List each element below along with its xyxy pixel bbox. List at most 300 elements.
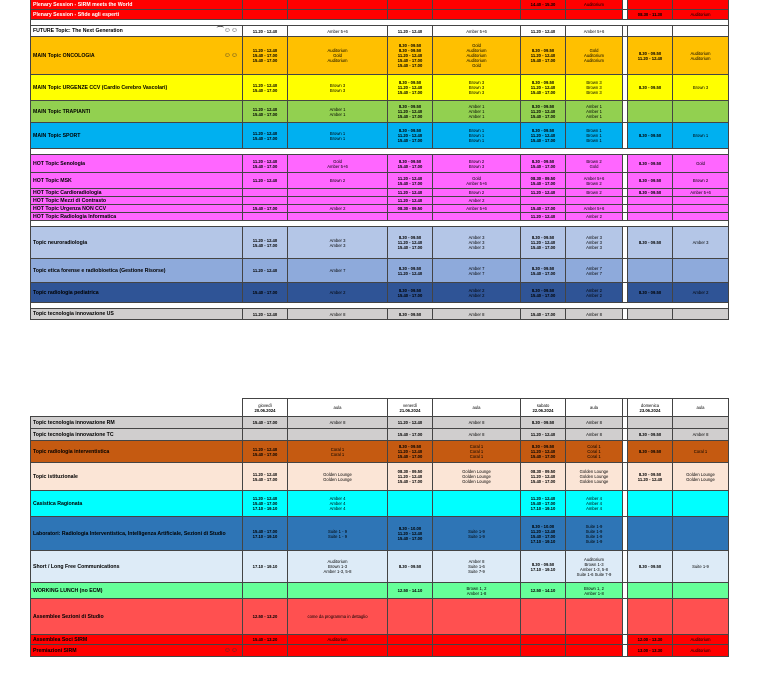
session-room-cell	[673, 491, 729, 517]
session-time-cell: 11.20 - 12.40	[521, 189, 566, 197]
topic-label-text: Topic tecnologia innovazione RM	[33, 419, 115, 426]
rainbow-people-icon: ⌒☺☺	[216, 27, 238, 34]
session-time-cell: 8.30 - 09.50 11.20 - 12.40 15.40 - 17.00	[521, 441, 566, 463]
session-time-cell: 8.30 - 09.50 15.40 - 17.00	[388, 155, 433, 173]
session-room-cell: Coral 1 Coral 1 Coral 1	[566, 441, 623, 463]
session-room-cell: Brown 1, 2 Amber 1-8	[433, 583, 521, 599]
session-time-cell	[628, 417, 673, 429]
topic-label	[31, 645, 243, 657]
session-time-cell: 11.20 - 12.40	[388, 417, 433, 429]
session-time-cell	[628, 101, 673, 123]
session-room-cell: Amber 3	[673, 227, 729, 259]
session-time-cell: 15.40 - 17.00	[243, 417, 288, 429]
session-room-cell: Amber 8	[433, 429, 521, 441]
topic-schedule-table-bottom	[30, 398, 729, 657]
session-time-cell	[388, 491, 433, 517]
topic-label-text: Assemblea Soci SIRM	[33, 636, 88, 643]
session-time-cell: 17.10 - 19.10	[243, 551, 288, 583]
session-time-cell	[243, 0, 288, 10]
topic-label	[31, 463, 243, 491]
session-room-cell	[433, 635, 521, 645]
day-date: 23.06.2024	[639, 407, 661, 413]
topic-label-text: MAIN Topic TRAPIANTI	[33, 108, 91, 115]
day-date: 20.06.2024	[254, 407, 276, 413]
topic-label	[31, 10, 243, 20]
topic-label-text: Laboratori: Radiologia Interventistica, Intelligenza Artificiale, Sezioni di Studio	[33, 530, 226, 537]
topic-label-text: MAIN Topic URGENZE CCV (Cardio Cerebro Vascolari)	[33, 84, 168, 91]
session-time-cell: 8.30 - 09.50	[628, 441, 673, 463]
session-room-cell	[673, 205, 729, 213]
topic-label-text: Short / Long Free Communications	[33, 563, 120, 570]
topic-label-text: Topic istituzionale	[33, 473, 78, 480]
session-room-cell: Amber 2 Amber 2	[433, 283, 521, 303]
session-time-cell: 8.30 - 09.50	[628, 551, 673, 583]
session-time-cell: 8.30 - 09.50 15.40 - 17.00	[521, 259, 566, 283]
session-time-cell	[521, 635, 566, 645]
session-room-cell	[673, 26, 729, 37]
session-room-cell: Golden Lounge Golden Lounge Golden Lounge	[433, 463, 521, 491]
people-icon: ☺☺	[223, 646, 238, 654]
topic-label	[31, 189, 243, 197]
topic-label-text: Topic tecnologia innovazione TC	[33, 431, 114, 438]
topic-row-sport	[31, 123, 729, 149]
session-time-cell: 8.30 - 09.50 11.20 - 12.40 15.40 - 17.00	[388, 75, 433, 101]
session-room-cell: Auditorium Brown 1-3 Amber 1-3, 5-8 Suite 1-6 Suite 7-9	[566, 551, 623, 583]
topic-row-innovazione-tc	[31, 429, 729, 441]
topic-label-text: Premiazioni SIRM	[33, 647, 77, 654]
session-room-cell: Golden Lounge Golden Lounge	[673, 463, 729, 491]
session-time-cell: 8.30 - 09.50	[628, 189, 673, 197]
topic-label-text: Assemblee Sezioni di Studio	[33, 613, 104, 620]
session-time-cell: 8.30 - 09.50 11.20 - 12.40	[388, 259, 433, 283]
session-time-cell: 8.30 - 09.50	[388, 551, 433, 583]
session-room-cell: Amber 8	[566, 429, 623, 441]
session-time-cell: 8.30 - 09.50	[628, 173, 673, 189]
session-time-cell: 8.30 - 09.50	[628, 155, 673, 173]
session-room-cell: Amber 7	[288, 259, 388, 283]
topic-label-text: WORKING LUNCH (no ECM)	[33, 587, 103, 594]
topic-label-text: HOT Topic Mezzi di Contrasto	[33, 197, 107, 204]
topic-row-urgenze-ccv	[31, 75, 729, 101]
session-time-cell: 15.40 - 17.00	[388, 429, 433, 441]
session-room-cell: Amber 5+6	[566, 26, 623, 37]
session-room-cell: Coral 1 Coral 1	[288, 441, 388, 463]
session-time-cell	[243, 429, 288, 441]
session-time-cell: 8.30 - 09.50 11.20 - 12.40 15.40 - 17.00	[388, 101, 433, 123]
session-time-cell	[243, 10, 288, 20]
session-time-cell: 11.20 - 12.40	[521, 429, 566, 441]
session-room-cell	[288, 429, 388, 441]
session-room-cell	[673, 599, 729, 635]
topic-row-short-long	[31, 551, 729, 583]
topic-label-text: HOT Topic Urgenza NON CCV	[33, 205, 107, 212]
day-header-row	[31, 399, 729, 417]
topic-label	[31, 599, 243, 635]
session-time-cell	[243, 189, 288, 197]
session-room-cell: Amber 5+6	[673, 189, 729, 197]
session-room-cell: Amber 8	[433, 309, 521, 320]
session-time-cell: 11.20 - 12.40 15.40 - 17.00 17.10 - 19.10	[243, 491, 288, 517]
session-room-cell: Amber 2	[566, 213, 623, 221]
session-time-cell: 11.20 - 12.40	[243, 173, 288, 189]
day-date: 22.06.2024	[532, 407, 554, 413]
session-time-cell: 8.30 - 09.50 11.20 - 12.40 15.40 - 17.00	[521, 101, 566, 123]
topic-row-plenary-2	[31, 0, 729, 10]
session-time-cell	[243, 645, 288, 657]
session-time-cell: 11.20 - 12.40 15.40 - 17.00	[243, 441, 288, 463]
topic-label	[31, 583, 243, 599]
topic-label-text: Topic etica forense e radiobioetica (Gestione Risorse)	[33, 267, 166, 274]
topic-row-etica-forense	[31, 259, 729, 283]
topic-label	[31, 205, 243, 213]
topic-label	[31, 0, 243, 10]
topic-row-innovazione-us	[31, 309, 729, 320]
session-time-cell: 8.30 - 09.50	[628, 227, 673, 259]
topic-label	[31, 551, 243, 583]
topic-row-neuroradiologia	[31, 227, 729, 259]
session-room-cell: Suite 1-9	[673, 551, 729, 583]
session-time-cell: 8.30 - 09.50	[521, 417, 566, 429]
session-room-cell	[288, 197, 388, 205]
day-header-friday	[388, 399, 433, 417]
topic-row-senologia	[31, 155, 729, 173]
session-time-cell: 8.30 - 10.00 11.20 - 12.40 15.40 - 17.00 17.10 - 19.10	[521, 517, 566, 551]
session-time-cell: 11.20 - 12.40	[388, 26, 433, 37]
session-time-cell: 8.30 - 09.50 11.20 - 12.40	[628, 37, 673, 75]
session-room-cell: Amber 1 Amber 1	[288, 101, 388, 123]
session-room-cell	[433, 491, 521, 517]
session-room-cell: Brown 2	[566, 189, 623, 197]
topic-row-mezzi-contrasto	[31, 197, 729, 205]
session-time-cell: 12.50 - 14.10	[388, 583, 433, 599]
topic-label	[31, 283, 243, 303]
session-room-cell	[673, 517, 729, 551]
session-time-cell	[521, 10, 566, 20]
session-time-cell: 11.20 - 12.40	[388, 197, 433, 205]
session-time-cell: 8.30 - 09.50 11.20 - 12.40 15.40 - 17.00	[521, 75, 566, 101]
topic-label-text: FUTURE Topic: The Next Generation	[33, 28, 123, 34]
session-time-cell: 12.50 - 14.10	[521, 583, 566, 599]
session-time-cell: 15.40 - 13.20	[243, 635, 288, 645]
session-time-cell: 8.30 - 09.50 11.20 - 12.40 15.40 - 17.00	[521, 227, 566, 259]
session-time-cell: 8.30 - 09.50	[388, 309, 433, 320]
topic-label	[31, 259, 243, 283]
session-room-cell: Auditorium Brown 1-3 Amber 1-3, 5-8	[288, 551, 388, 583]
topic-row-msk	[31, 173, 729, 189]
session-room-cell: Amber 3 Amber 3 Amber 3	[566, 227, 623, 259]
session-room-cell: Brown 2	[288, 173, 388, 189]
topic-label-text: MAIN Topic SPORT	[33, 132, 81, 139]
session-room-cell: Golden Lounge Golden Lounge	[288, 463, 388, 491]
session-time-cell: 8.30 - 09.50 11.20 - 12.40 15.40 - 17.00	[521, 123, 566, 149]
topic-label-text: HOT Topic MSK	[33, 177, 72, 184]
day-name: domenica	[640, 402, 660, 408]
session-room-cell: Amber 5+6	[288, 26, 388, 37]
session-room-cell: Amber 2	[288, 205, 388, 213]
session-time-cell	[243, 583, 288, 599]
day-date: 21.06.2024	[399, 407, 421, 413]
session-time-cell	[388, 635, 433, 645]
topic-row-radiologia-informatica	[31, 213, 729, 221]
session-time-cell: 12.00 - 13.30	[628, 635, 673, 645]
session-time-cell: 8.30 - 09.50 8.30 - 09.50 11.20 - 12.40 15.40 - 17.00 15.40 - 17.00	[388, 37, 433, 75]
topic-label	[31, 429, 243, 441]
topic-schedule-table-top	[30, 0, 729, 320]
topic-label	[31, 441, 243, 463]
session-time-cell	[521, 645, 566, 657]
day-header-thursday	[243, 399, 288, 417]
session-time-cell: 11.20 - 12.40 15.40 - 17.00	[243, 463, 288, 491]
session-room-cell: Amber 8	[566, 417, 623, 429]
session-room-cell: Amber 4 Amber 4 Amber 4	[566, 491, 623, 517]
session-room-cell: Amber 1 Amber 1 Amber 1	[433, 101, 521, 123]
topic-label-text: Casistica Ragionata	[33, 500, 83, 507]
session-time-cell	[388, 599, 433, 635]
session-room-cell	[433, 10, 521, 20]
day-header-saturday	[521, 399, 566, 417]
topic-label-text: Plenary Session - Sfide agli esperti	[33, 11, 120, 18]
session-time-cell: 11.20 - 12.40	[243, 259, 288, 283]
topic-label	[31, 213, 243, 221]
session-time-cell: 08.30 - 09.50 15.40 - 17.00	[521, 173, 566, 189]
session-time-cell: 14.40 - 15.30	[521, 0, 566, 10]
topic-row-premiazioni	[31, 645, 729, 657]
session-time-cell: 15.40 - 17.00	[521, 309, 566, 320]
session-room-cell: Brown 1, 2 Amber 1-8	[566, 583, 623, 599]
session-room-cell: Gold Auditorium Auditorium	[566, 37, 623, 75]
day-name: sabato	[536, 402, 550, 408]
session-room-cell	[433, 0, 521, 10]
session-room-cell	[673, 259, 729, 283]
session-time-cell	[628, 259, 673, 283]
session-room-cell: Brown 2 Brown 3	[433, 155, 521, 173]
session-time-cell	[388, 213, 433, 221]
session-time-cell	[628, 583, 673, 599]
session-time-cell: 08.30 - 09.50	[388, 205, 433, 213]
session-time-cell: 8.30 - 09.50 11.20 - 12.40 15.40 - 17.00	[388, 441, 433, 463]
session-room-cell: Amber 8	[566, 309, 623, 320]
session-room-cell: Amber 2	[433, 197, 521, 205]
session-room-cell	[673, 0, 729, 10]
session-room-cell	[673, 101, 729, 123]
session-room-cell: Amber 3 Amber 3	[288, 227, 388, 259]
session-time-cell	[628, 599, 673, 635]
session-room-cell: Amber 3 Amber 3 Amber 3	[433, 227, 521, 259]
session-room-cell: Amber 2	[673, 283, 729, 303]
topic-label-text: Topic tecnologia innovazione US	[33, 311, 114, 317]
aula-header: aula	[288, 399, 388, 417]
session-room-cell	[673, 197, 729, 205]
session-time-cell: 8.30 - 09.50 11.20 - 12.40 15.40 - 17.00	[521, 37, 566, 75]
session-time-cell: 8.30 - 09.50	[628, 429, 673, 441]
session-room-cell: Gold Amber 5+6	[288, 155, 388, 173]
session-time-cell: 8.30 - 09.50	[628, 75, 673, 101]
session-room-cell: Brown 1 Brown 1 Brown 1	[566, 123, 623, 149]
session-time-cell	[628, 213, 673, 221]
topic-label-text: MAIN Topic ONCOLOGIA	[33, 52, 95, 59]
session-room-cell	[673, 417, 729, 429]
people-icon: ☺☺	[223, 51, 238, 59]
topic-label	[31, 173, 243, 189]
session-room-cell: Brown 1 Brown 1	[288, 123, 388, 149]
session-room-cell	[288, 213, 388, 221]
session-time-cell: 8.30 - 09.50 11.20 - 12.40 15.40 - 17.00	[388, 227, 433, 259]
top-table-body	[31, 0, 729, 320]
tables-gap	[0, 351, 760, 396]
topic-row-working-lunch	[31, 583, 729, 599]
session-time-cell: 13.00 - 13.30	[628, 645, 673, 657]
session-time-cell	[388, 10, 433, 20]
session-time-cell: 8.30 - 09.50 17.10 - 19.10	[521, 551, 566, 583]
session-time-cell: 11.20 - 12.40 15.40 - 17.00 17.10 - 19.10	[521, 491, 566, 517]
topic-row-urgenza-non-ccv	[31, 205, 729, 213]
session-time-cell: 11.20 - 12.40 15.40 - 17.00	[243, 123, 288, 149]
session-time-cell	[628, 197, 673, 205]
session-time-cell: 8.30 - 09.50 11.20 - 12.40	[628, 463, 673, 491]
session-room-cell: Suite 1-9 Suite 1-9	[433, 517, 521, 551]
topic-label-text: Topic neuroradiologia	[33, 239, 88, 246]
topic-label	[31, 309, 243, 320]
session-time-cell	[628, 309, 673, 320]
session-time-cell: 12.50 - 13.20	[243, 599, 288, 635]
topic-label-text: Plenary Session - SIRM meets the World	[33, 1, 133, 8]
session-room-cell: Auditorium	[288, 635, 388, 645]
session-room-cell: Auditorium	[673, 10, 729, 20]
session-time-cell: 11.20 - 12.40	[243, 26, 288, 37]
session-room-cell	[288, 189, 388, 197]
session-room-cell	[566, 599, 623, 635]
session-room-cell: Amber 1 Amber 1 Amber 1	[566, 101, 623, 123]
session-time-cell: 11.20 - 12.40	[243, 309, 288, 320]
topic-label-text: Topic radiologia pediatrica	[33, 289, 99, 296]
session-time-cell	[243, 213, 288, 221]
session-room-cell	[673, 583, 729, 599]
session-room-cell: Brown 1	[673, 123, 729, 149]
session-room-cell	[566, 635, 623, 645]
session-room-cell: Suite 1 - 9 Suite 1 - 9	[288, 517, 388, 551]
header-blank-cell	[31, 399, 243, 417]
topic-label	[31, 417, 243, 429]
topic-label	[31, 26, 243, 37]
session-room-cell	[288, 0, 388, 10]
topic-row-innovazione-rm	[31, 417, 729, 429]
session-room-cell	[288, 583, 388, 599]
topic-label	[31, 75, 243, 101]
session-time-cell: 11.20 - 12.40	[521, 26, 566, 37]
session-room-cell: Amber 5+6	[566, 205, 623, 213]
session-time-cell: 11.20 - 12.40 15.40 - 17.00	[243, 155, 288, 173]
session-room-cell	[433, 599, 521, 635]
topic-label	[31, 197, 243, 205]
session-time-cell: 11.20 - 12.40	[388, 189, 433, 197]
aula-header: aula	[566, 399, 623, 417]
session-room-cell: Brown 3	[673, 75, 729, 101]
day-name: giovedì	[258, 402, 272, 408]
topic-row-future	[31, 26, 729, 37]
session-room-cell: Brown 3 Brown 3	[288, 75, 388, 101]
session-room-cell: Amber 5+6	[433, 26, 521, 37]
session-room-cell: Amber 7 Amber 7	[433, 259, 521, 283]
topic-label	[31, 227, 243, 259]
session-room-cell: Coral 1 Coral 1 Coral 1	[433, 441, 521, 463]
topic-row-interventistica	[31, 441, 729, 463]
topic-row-plenary-3	[31, 10, 729, 20]
session-time-cell: 08.30 - 09.50 11.20 - 12.40 15.40 - 17.00	[521, 463, 566, 491]
topic-label	[31, 37, 243, 75]
topic-label	[31, 101, 243, 123]
topic-row-casistica	[31, 491, 729, 517]
session-room-cell: Amber 8	[673, 429, 729, 441]
session-room-cell: Auditorium	[673, 635, 729, 645]
session-room-cell: Gold Amber 5+6	[433, 173, 521, 189]
session-time-cell: 08.30 - 11.30	[628, 10, 673, 20]
topic-label	[31, 635, 243, 645]
session-time-cell: 8.30 - 09.50 15.40 - 17.00	[521, 283, 566, 303]
topic-row-pediatrica	[31, 283, 729, 303]
session-room-cell: Brown 2	[673, 173, 729, 189]
session-time-cell: 8.30 - 09.50 15.40 - 17.00	[521, 155, 566, 173]
topic-label-text: HOT Topic Cardioradiologia	[33, 189, 102, 196]
topic-row-istituzionale	[31, 463, 729, 491]
session-room-cell: Amber 5+6 Brown 2	[566, 173, 623, 189]
session-time-cell: 11.20 - 12.40 15.40 - 17.00	[243, 101, 288, 123]
topic-label-text: HOT Topic Radiologia Informatica	[33, 213, 117, 220]
session-time-cell	[628, 517, 673, 551]
session-room-cell: Gold Auditorium Auditorium Auditorium Gold	[433, 37, 521, 75]
session-time-cell: 11.20 - 12.40	[521, 213, 566, 221]
bottom-table-body	[31, 417, 729, 657]
session-time-cell: 8.30 - 09.50 15.40 - 17.00	[388, 283, 433, 303]
session-room-cell: Suite 1-9 Suite 1-9 Suite 1-9 Suite 1-9	[566, 517, 623, 551]
session-room-cell: Auditorium Gold Auditorium	[288, 37, 388, 75]
topic-row-assemblea-soci	[31, 635, 729, 645]
session-time-cell	[628, 26, 673, 37]
session-time-cell: 11.20 - 12.40 15.40 - 17.00	[243, 75, 288, 101]
session-time-cell: 11.20 - 12.40 15.40 - 17.00	[388, 173, 433, 189]
session-time-cell: 15.40 - 17.00	[521, 205, 566, 213]
topic-row-oncologia	[31, 37, 729, 75]
session-time-cell: 8.30 - 09.50 11.20 - 12.40 15.40 - 17.00	[388, 123, 433, 149]
topic-label	[31, 123, 243, 149]
topic-label-text: Topic radiologia interventistica	[33, 448, 110, 455]
session-room-cell	[288, 10, 388, 20]
aula-header: aula	[433, 399, 521, 417]
session-room-cell: Brown 2 Gold	[566, 155, 623, 173]
session-room-cell: Amber 4 Amber 4 Amber 4	[288, 491, 388, 517]
session-time-cell: 8.30 - 09.50	[628, 283, 673, 303]
topic-row-laboratori	[31, 517, 729, 551]
session-room-cell: Brown 3 Brown 3 Brown 3	[433, 75, 521, 101]
session-time-cell: 11.20 - 12.40 15.40 - 17.00	[243, 227, 288, 259]
topic-row-assemblee-sezioni	[31, 599, 729, 635]
session-room-cell: come da programma in dettaglio	[288, 599, 388, 635]
session-time-cell: 8.30 - 09.50	[628, 123, 673, 149]
session-room-cell: Auditorium	[673, 645, 729, 657]
session-room-cell	[288, 645, 388, 657]
topic-row-trapianti	[31, 101, 729, 123]
session-room-cell: Amber 7 Amber 7	[566, 259, 623, 283]
session-time-cell	[521, 599, 566, 635]
session-room-cell: Brown 3 Brown 3 Brown 3	[566, 75, 623, 101]
session-time-cell	[628, 491, 673, 517]
session-room-cell: Auditorium Auditorium	[673, 37, 729, 75]
session-room-cell: Brown 1 Brown 1 Brown 1	[433, 123, 521, 149]
topic-label	[31, 491, 243, 517]
day-name: venerdì	[403, 402, 417, 408]
topic-label	[31, 155, 243, 173]
session-room-cell	[433, 645, 521, 657]
session-room-cell	[566, 645, 623, 657]
